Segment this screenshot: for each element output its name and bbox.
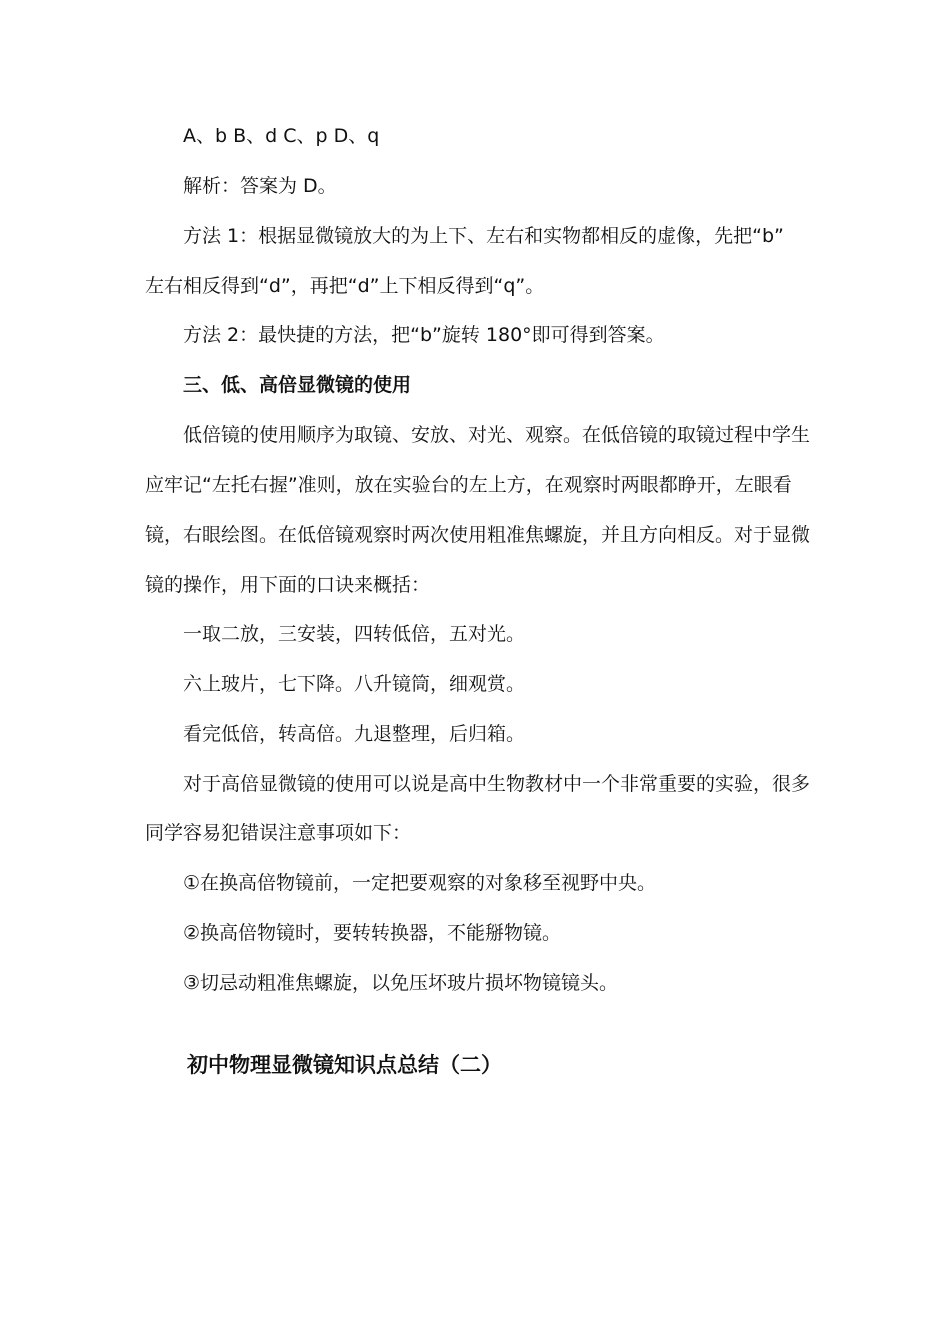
paragraph-1-line-3: 镜，右眼绘图。在低倍镜观察时两次使用粗准焦螺旋，并且方向相反。对于显微 xyxy=(145,524,811,546)
mnemonic-line-1: 一取二放，三安装，四转低倍，五对光。 xyxy=(183,623,526,645)
paragraph-1-line-2: 应牢记“左托右握”准则，放在实验台的左上方，在观察时两眼都睁开，左眼看 xyxy=(145,474,792,496)
method-1-line: 方法 1：根据显微镜放大的为上下、左右和实物都相反的虚像，先把“b” xyxy=(183,225,784,247)
paragraph-1-line-1: 低倍镜的使用顺序为取镜、安放、对光、观察。在低倍镜的取镜过程中学生 xyxy=(183,424,811,446)
mnemonic-line-2: 六上玻片，七下降。八升镜筒，细观赏。 xyxy=(183,673,526,695)
note-item-3: ③切忌动粗准焦螺旋，以免压坏玻片损坏物镜镜头。 xyxy=(183,972,619,994)
paragraph-1-line-4: 镜的操作，用下面的口诀来概括： xyxy=(145,574,431,596)
method-2-line: 方法 2：最快捷的方法，把“b”旋转 180°即可得到答案。 xyxy=(183,324,665,346)
part-two-title: 初中物理显微镜知识点总结（二） xyxy=(187,1053,502,1077)
mnemonic-line-3: 看完低倍，转高倍。九退整理，后归箱。 xyxy=(183,723,526,745)
paragraph-2-line-1: 对于高倍显微镜的使用可以说是高中生物教材中一个非常重要的实验，很多 xyxy=(183,773,811,795)
analysis-line: 解析：答案为 D。 xyxy=(183,175,337,197)
options-line: A、b B、d C、p D、q xyxy=(183,125,380,147)
paragraph-2-line-2: 同学容易犯错误注意事项如下： xyxy=(145,822,412,844)
note-item-1: ①在换高倍物镜前，一定把要观察的对象移至视野中央。 xyxy=(183,872,657,894)
note-item-2: ②换高倍物镜时，要转转换器，不能掰物镜。 xyxy=(183,922,562,944)
method-1-continuation: 左右相反得到“d”，再把“d”上下相反得到“q”。 xyxy=(145,275,545,297)
section-heading: 三、低、高倍显微镜的使用 xyxy=(183,374,412,396)
